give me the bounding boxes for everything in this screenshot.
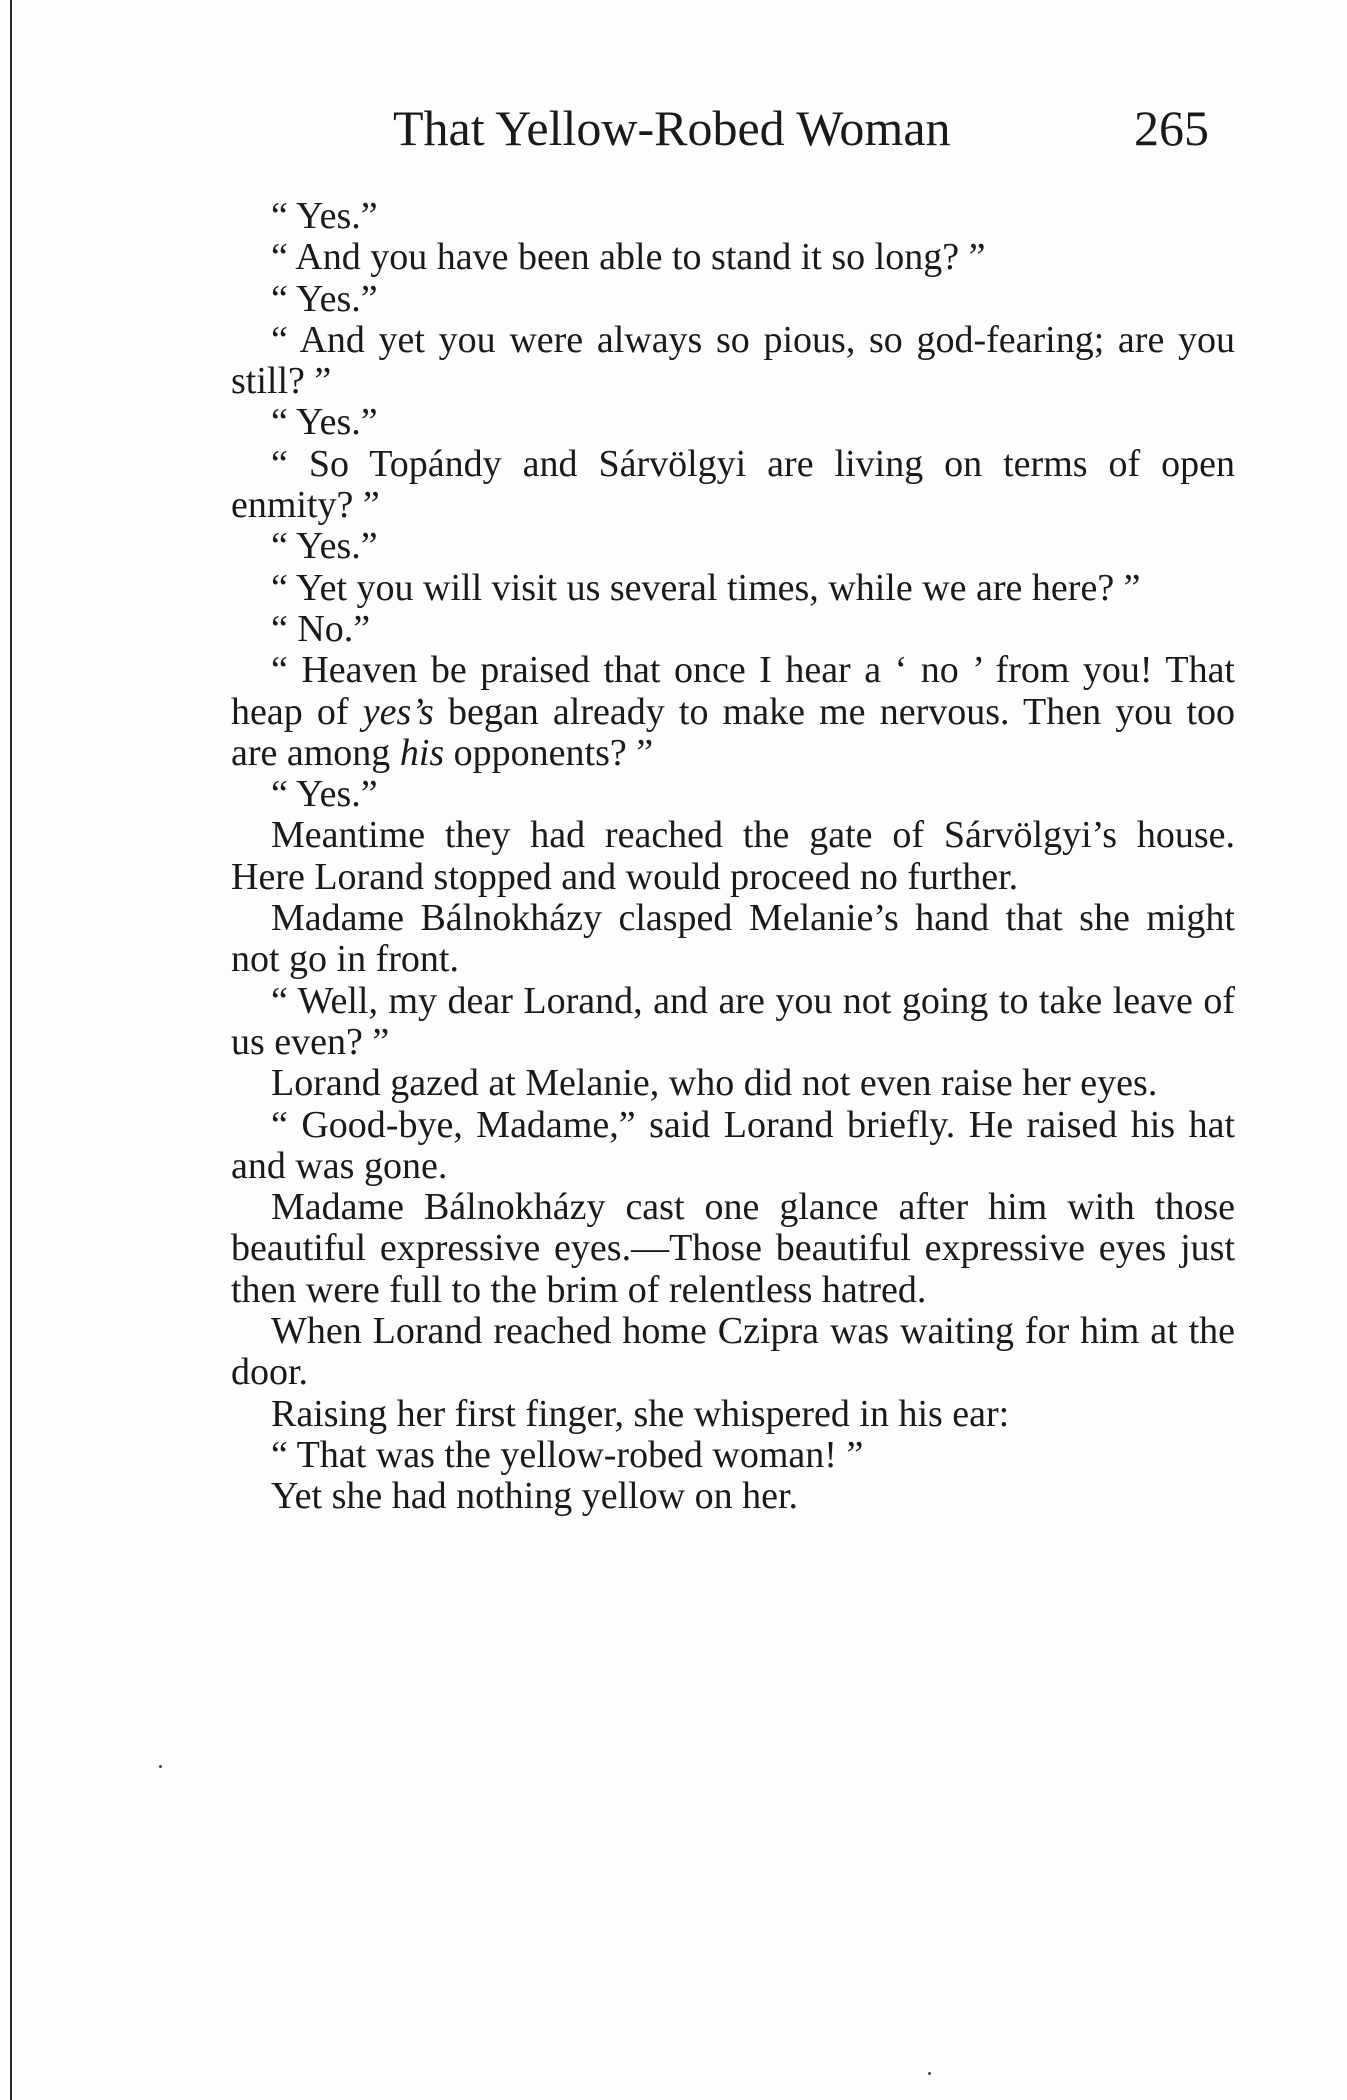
paragraph-5: “ Yes.” bbox=[271, 401, 378, 444]
paragraph-1: “ Yes.” bbox=[271, 195, 378, 237]
paragraph-21: Yet she had nothing yellow on her. bbox=[271, 1475, 799, 1518]
paragraph-12: Meantime they had reached the gate of Sárvölgyi’s house. Here Lorand stopped and would proceed no further. bbox=[231, 814, 1235, 898]
paragraph-15: Lorand gazed at Melanie, who did not even raise her eyes. bbox=[271, 1062, 1158, 1105]
body-text bbox=[231, 196, 1235, 1518]
italic-his: his bbox=[399, 731, 445, 774]
page-number: 265 bbox=[1134, 100, 1209, 156]
italic-yess: yes’s bbox=[362, 690, 434, 733]
paragraph-10-part-2: began already to make me nervous. Then you too are among bbox=[231, 690, 1235, 774]
paragraph-13: Madame Bálnokházy clasped Melanie’s hand that she might not go in front. bbox=[231, 897, 1235, 981]
paragraph-9: “ No.” bbox=[271, 607, 371, 650]
running-title: That Yellow-Robed Woman bbox=[393, 100, 951, 156]
paragraph-10-part-3: opponents? ” bbox=[444, 731, 654, 774]
paragraph-7: “ Yes.” bbox=[271, 525, 378, 568]
paragraph-6: “ So Topándy and Sárvölgyi are living on terms of open enmity? ” bbox=[231, 442, 1235, 527]
paragraph-19: Raising her first finger, she whispered in his ear: bbox=[271, 1392, 1010, 1435]
paragraph-11: “ Yes.” bbox=[271, 773, 378, 816]
scan-speck bbox=[159, 1765, 162, 1768]
paragraph-10-part-1: “ Heaven be praised that once I hear a ‘ no ’ from you! That heap of bbox=[231, 649, 1235, 733]
paragraph-8: “ Yet you will visit us several times, while we are here? ” bbox=[271, 566, 1141, 609]
paragraph-14: “ Well, my dear Lorand, and are you not going to take leave of us even? ” bbox=[231, 979, 1235, 1063]
paragraph-3: “ Yes.” bbox=[271, 277, 378, 320]
paragraph-18: When Lorand reached home Czipra was waiting for him at the door. bbox=[231, 1310, 1235, 1394]
page-edge-line bbox=[10, 0, 12, 2100]
paragraph-17: Madame Bálnokházy cast one glance after him with those beautiful expressive eyes.—Those beautiful expressive eyes just then were full to the brim of relentless hatred. bbox=[231, 1186, 1235, 1311]
running-head bbox=[0, 98, 1347, 158]
paragraph-2: “ And you have been able to stand it so long? ” bbox=[271, 236, 986, 279]
paragraph-10 bbox=[231, 650, 1235, 774]
paragraph-4: “ And yet you were always so pious, so god-fearing; are you still? ” bbox=[231, 318, 1235, 403]
paragraph-16: “ Good-bye, Madame,” said Lorand briefly. He raised his hat and was gone. bbox=[231, 1103, 1235, 1187]
paragraph-20: “ That was the yellow-robed woman! ” bbox=[271, 1433, 864, 1476]
scan-speck bbox=[928, 2072, 931, 2075]
